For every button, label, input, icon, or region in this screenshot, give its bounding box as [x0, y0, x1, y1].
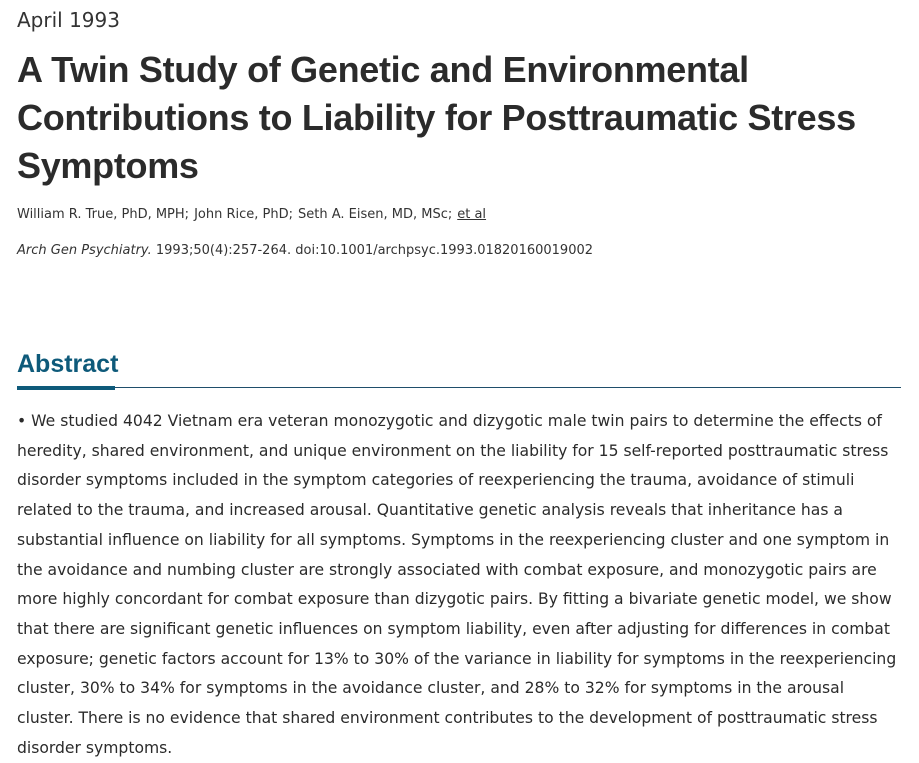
citation — [17, 243, 593, 258]
issue-date: April 1993 — [17, 8, 120, 32]
abstract-header — [17, 345, 901, 388]
journal-name: Arch Gen Psychiatry. — [17, 243, 152, 258]
et-al-link[interactable]: et al — [457, 207, 487, 222]
citation-details: 1993;50(4):257-264. doi:10.1001/archpsyc.1993.01820160019002 — [155, 243, 594, 258]
author-name: William R. True, PhD, MPH; — [17, 207, 190, 222]
abstract-heading: Abstract — [17, 350, 119, 378]
abstract-heading-underline — [17, 386, 115, 390]
author-list — [17, 207, 486, 222]
article-title: A Twin Study of Genetic and Environmental Contributions to Liability for Posttraumatic Stress Symptoms — [17, 49, 856, 186]
abstract-text: • We studied 4042 Vietnam era veteran monozygotic and dizygotic male twin pairs to determine the effects of heredity, shared environment, and unique environment on the liability for 15 self-reported posttraumatic stress disorder symptoms included in the symptom categories of reexperiencing the trauma, avoidance of stimuli related to the trauma, and increased arousal. Quantitative genetic analysis reveals that inheritance has a substantial influence on liability for all symptoms. Symptoms in the reexperiencing cluster and one symptom in the avoidance and numbing cluster are strongly associated with combat exposure, and monozygotic pairs are more highly concordant for combat exposure than dizygotic pairs. By fitting a bivariate genetic model, we show that there are significant genetic influences on symptom liability, even after adjusting for differences in combat exposure; genetic factors account for 13% to 30% of the variance in liability for symptoms in the reexperiencing cluster, 30% to 34% for symptoms in the avoidance cluster, and 28% to 32% for symptoms in the arousal cluster. There is no evidence that shared environment contributes to the development of posttraumatic stress disorder symptoms. — [17, 412, 897, 757]
author-name: John Rice, PhD; — [194, 207, 293, 222]
author-name: Seth A. Eisen, MD, MSc; — [297, 207, 453, 222]
